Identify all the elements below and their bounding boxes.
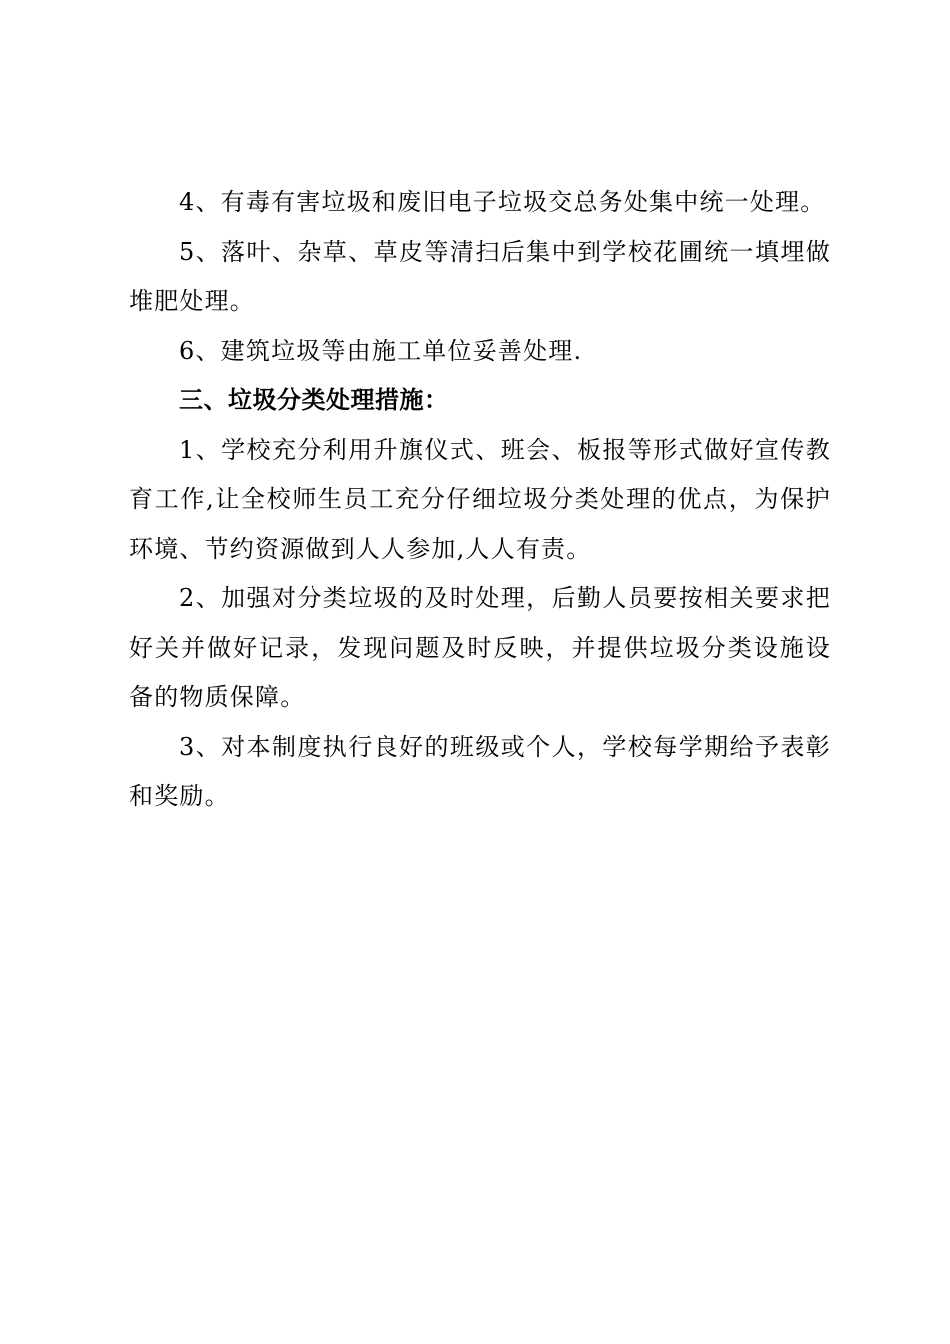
section-heading: 三、垃圾分类处理措施： [179,386,449,414]
paragraph-measure-3: 3、对本制度执行良好的班级或个人，学校每学期给予表彰和奖励。 [129,732,831,810]
document-body [129,178,831,822]
paragraph-item-4: 4、有毒有害垃圾和废旧电子垃圾交总务处集中统一处理。 [179,188,826,216]
paragraph-measure-2: 2、加强对分类垃圾的及时处理，后勤人员要按相关要求把好关并做好记录，发现问题及时反映，并提供垃圾分类设施设备的物质保障。 [129,584,831,711]
paragraph-measure-1: 1、学校充分利用升旗仪式、班会、板报等形式做好宣传教育工作,让全校师生员工充分仔细垃圾分类处理的优点，为保护环境、节约资源做到人人参加,人人有责。 [129,435,831,563]
paragraph-item-6: 6、建筑垃圾等由施工单位妥善处理. [179,336,583,365]
paragraph-item-5: 5、落叶、杂草、草皮等清扫后集中到学校花圃统一填埋做堆肥处理。 [129,237,831,315]
